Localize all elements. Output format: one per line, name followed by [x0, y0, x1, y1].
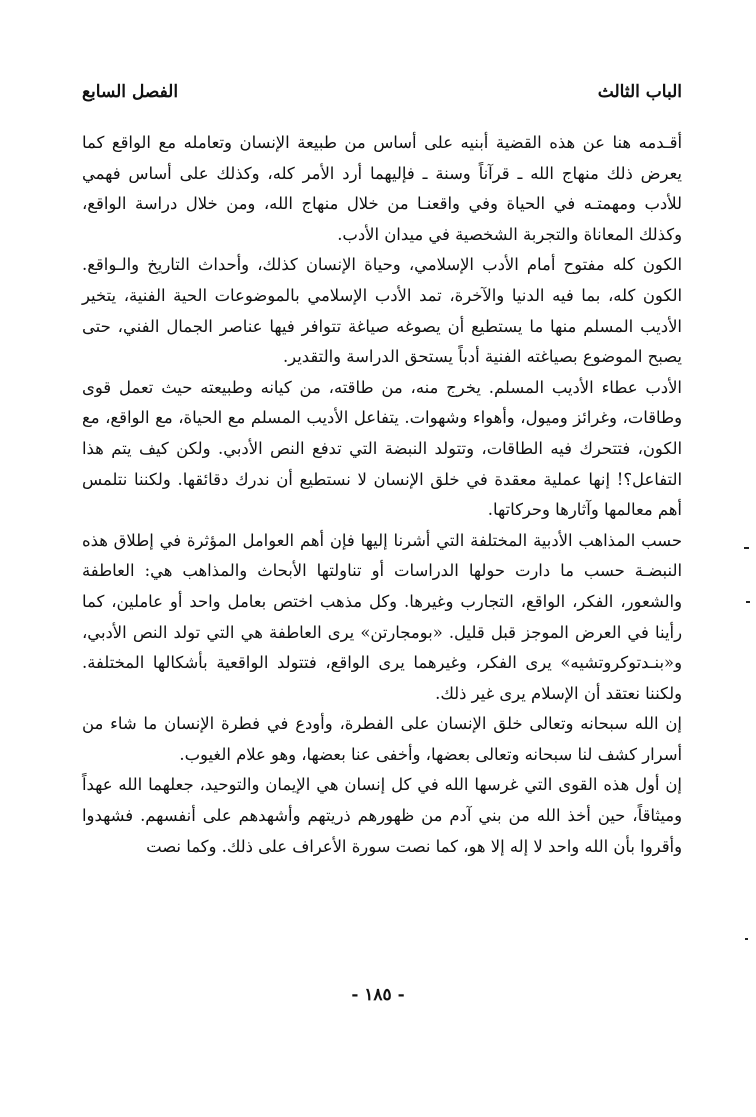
chapter-title: الفصل السابع [82, 82, 179, 102]
paragraph: الأدب عطاء الأديب المسلم. يخرج منه، من طاقته، من كيانه وطبيعته حيث تعمل قوى وطاقات، وغرائز وميول، وأهواء وشهوات. يتفاعل الأديب المسلم مع الحياة، مع الواقع، مع الكون، فتتحرك فيه الطاقات، وتتولد النبضة التي تدفع النص الأدبي. ولكن كيف يتم هذا التفاعل؟! إنها عملية معقدة في خلق الإنسان لا نستطيع أن ندرك دقائقها. ولكننا نتلمس أهم معالمها وآثارها وحركاتها. [82, 377, 682, 520]
scan-mark [744, 547, 749, 549]
paragraph: إن الله سبحانه وتعالى خلق الإنسان على الفطرة، وأودع في فطرة الإنسان ما شاء من أسرار كشف لنا سبحانه وتعالى بعضها، وأخفى عنا بعضها، وهو علام الغيوب. [82, 714, 682, 764]
running-header [82, 82, 682, 110]
scan-mark [745, 938, 748, 940]
part-title: الباب الثالث [597, 82, 682, 102]
paragraph: حسب المذاهب الأدبية المختلفة التي أشرنا إليها فإن أهم العوامل المؤثرة في إطلاق هذه النبضـة حسب ما دارت حولها الدراسات أو تناولتها الأبحاث والمذاهب هي: العاطفة والشعور، الفكر، الواقع، التجارب وغيرها. وكل مذهب اختص بعامل واحد أو عاملين، كما رأينا في العرض الموجز قبل قليل. «بومجارتن» يرى العاطفة هي التي تولد النص الأدبي، و«بنـدتوكروتشيه» يرى الفكر، وغيرهما يرى الواقع، فتتولد الواقعية بأشكالها المختلفة. ولكننا نعتقد أن الإسلام يرى غير ذلك. [82, 530, 682, 703]
scan-mark [746, 601, 750, 603]
body-text [82, 128, 682, 862]
paragraph: إن أول هذه القوى التي غرسها الله في كل إنسان هي الإيمان والتوحيد، جعلهما الله عهداً وميثاقاً، حين أخذ الله من بني آدم من ظهورهم ذريتهم وأشهدهم على أنفسهم. فشهدوا وأقروا بأن الله واحد لا إله إلا هو، كما نصت سورة الأعراف على ذلك. وكما نصت [82, 775, 682, 856]
paragraph: أقـدمه هنا عن هذه القضية أبنيه على أساس من طبيعة الإنسان وتعامله مع الواقع كما يعرض ذلك منهاج الله ـ قرآناً وسنة ـ فإليهما أرد الأمر كله، وكذلك على أساس فهمي للأدب ومهمتـه في الحياة وفي واقعنـا من خلال منهاج الله، ومن خلال دراسة الواقع، وكذلك المعاناة والتجربة الشخصية في ميدان الأدب. [82, 133, 682, 244]
paragraph: الكون كله مفتوح أمام الأدب الإسلامي، وحياة الإنسان كذلك، وأحداث التاريخ والـواقع. الكون كله، بما فيه الدنيا والآخرة، تمد الأدب الإسلامي بالموضوعات الحية الفنية، يتخير الأديب المسلم منها ما يستطيع أن يصوغه صياغة تتوافر فيها عناصر الجمال الفني، حتى يصبح الموضوع بصياغته الفنية أدباً يستحق الدراسة والتقدير. [82, 255, 682, 367]
page-number: - ١٨٥ - [351, 985, 405, 1005]
